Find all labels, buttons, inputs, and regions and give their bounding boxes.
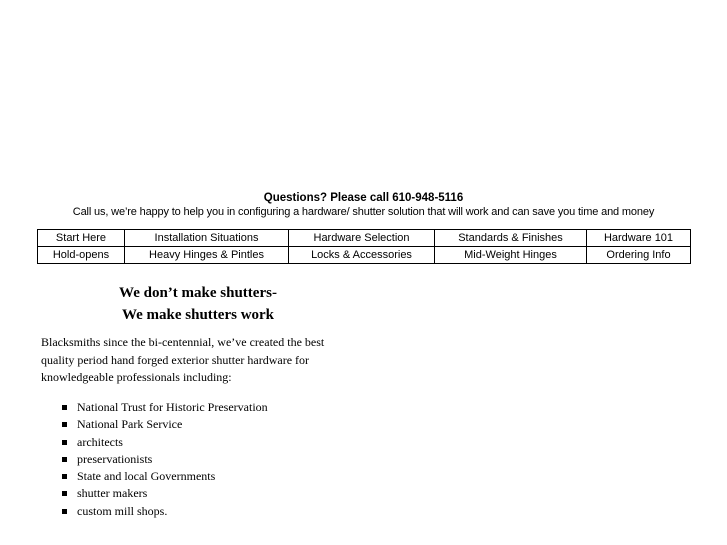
nav-row-1 bbox=[38, 230, 691, 247]
square-bullet-icon bbox=[62, 422, 67, 427]
nav-heavy-hinges-pintles[interactable]: Heavy Hinges & Pintles bbox=[125, 247, 289, 264]
intro-paragraph bbox=[41, 334, 361, 387]
list-item-label: custom mill shops. bbox=[77, 503, 168, 518]
nav-hardware-101[interactable]: Hardware 101 bbox=[587, 230, 691, 247]
list-item-label: shutter makers bbox=[77, 486, 148, 501]
list-item-label: architects bbox=[77, 434, 123, 449]
intro-line-1: Blacksmiths since the bi-centennial, we’ve created the best bbox=[41, 335, 325, 349]
contact-banner bbox=[0, 191, 727, 219]
nav-row-2 bbox=[38, 247, 691, 264]
square-bullet-icon bbox=[62, 491, 67, 496]
list-item bbox=[60, 399, 268, 416]
list-item bbox=[60, 468, 268, 485]
nav-ordering-info[interactable]: Ordering Info bbox=[587, 247, 691, 264]
nav-table bbox=[37, 229, 691, 264]
nav-start-here[interactable]: Start Here bbox=[38, 230, 125, 247]
intro-line-3: knowledgeable professionals including: bbox=[41, 370, 232, 384]
headline bbox=[85, 282, 311, 326]
square-bullet-icon bbox=[62, 474, 67, 479]
square-bullet-icon bbox=[62, 405, 67, 410]
square-bullet-icon bbox=[62, 457, 67, 462]
nav-locks-accessories[interactable]: Locks & Accessories bbox=[289, 247, 435, 264]
phone-question: Questions? Please call 610-948-5116 bbox=[263, 192, 464, 204]
nav-installation-situations[interactable]: Installation Situations bbox=[125, 230, 289, 247]
nav-standards-finishes[interactable]: Standards & Finishes bbox=[435, 230, 587, 247]
list-item bbox=[60, 434, 268, 451]
square-bullet-icon bbox=[62, 509, 67, 514]
client-list bbox=[60, 399, 268, 520]
list-item-label: preservationists bbox=[77, 451, 153, 466]
list-item bbox=[60, 416, 268, 433]
list-item bbox=[60, 485, 268, 502]
nav-hold-opens[interactable]: Hold-opens bbox=[38, 247, 125, 264]
help-text: Call us, we’re happy to help you in configuring a hardware/ shutter solution that will work and can save you time and money bbox=[72, 206, 655, 218]
list-item bbox=[60, 503, 268, 520]
list-item-label: State and local Governments bbox=[77, 469, 216, 484]
list-item bbox=[60, 451, 268, 468]
nav-mid-weight-hinges[interactable]: Mid-Weight Hinges bbox=[435, 247, 587, 264]
list-item-label: National Trust for Historic Preservation bbox=[77, 400, 268, 414]
headline-line-2: We make shutters work bbox=[121, 307, 275, 323]
list-item-label: National Park Service bbox=[77, 417, 183, 432]
intro-line-2: quality period hand forged exterior shutter hardware for bbox=[41, 352, 310, 367]
headline-line-1: We don’t make shutters- bbox=[119, 285, 277, 301]
square-bullet-icon bbox=[62, 440, 67, 445]
nav-hardware-selection[interactable]: Hardware Selection bbox=[289, 230, 435, 247]
